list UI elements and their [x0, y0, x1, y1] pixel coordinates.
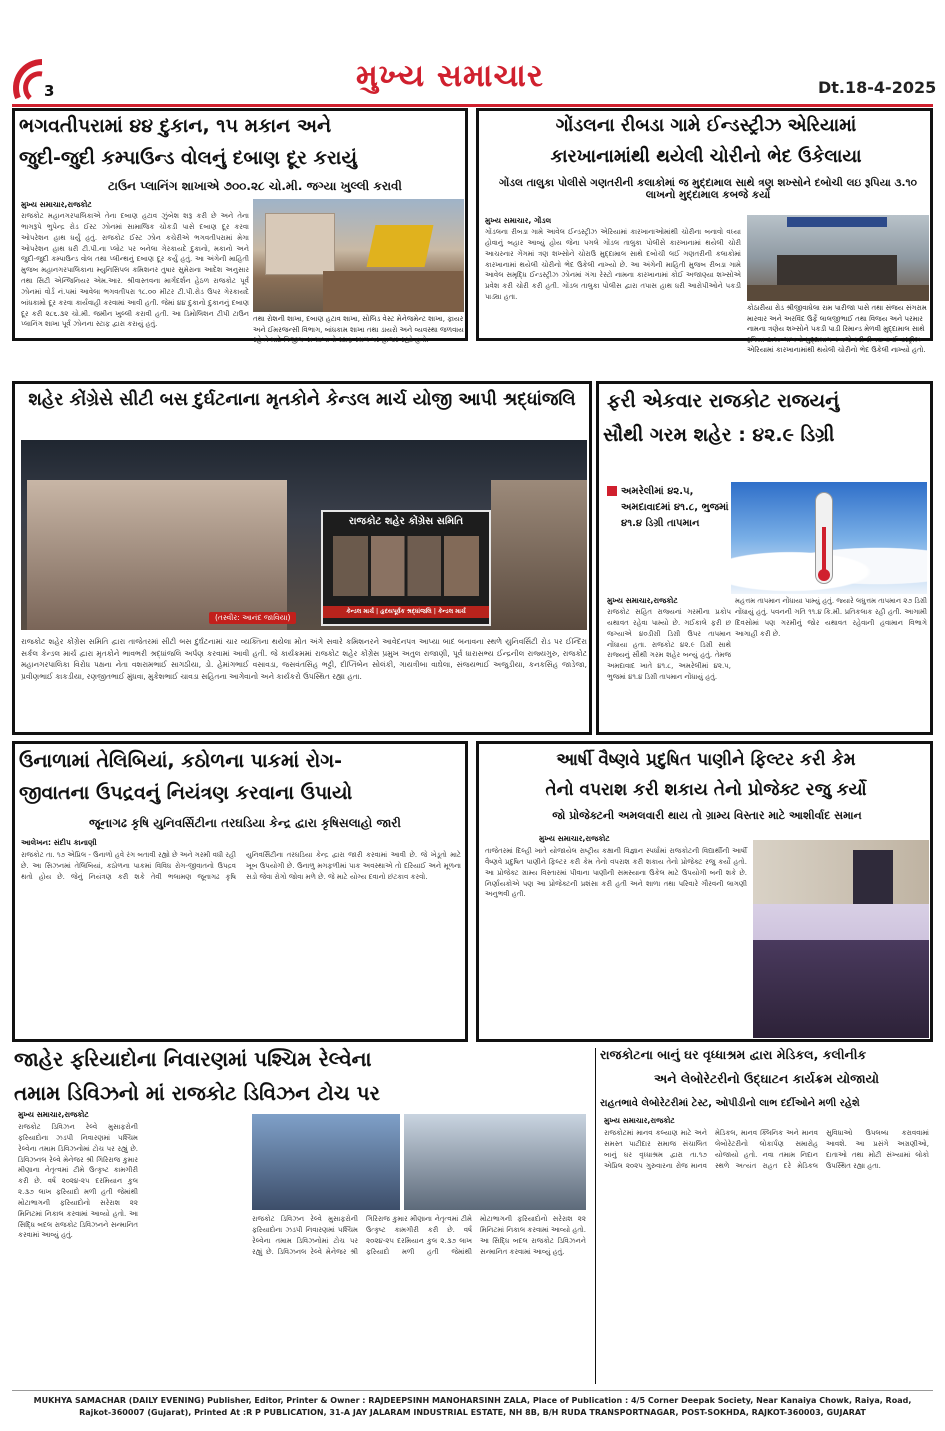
subheadline: જૂનાગઢ કૃષિ યુનિવર્સિટીના તરઘડિયા કેન્દ્ર દ્વારા કૃષિસલાહો જારી: [89, 816, 401, 830]
excavator-shape: [367, 225, 434, 267]
congress-banner: [321, 510, 491, 626]
section-title: મુખ્ય સમાચાર: [356, 58, 544, 94]
article-arsh: [476, 741, 933, 1042]
masthead: [0, 0, 945, 104]
headline-line2: તેનો વપરાશ કરી શકાય તેનો પ્રોજેક્ટ રજુ કર્યો: [545, 780, 867, 800]
article-body-left: રાજકોટ સહિત રાજ્યનાં ગરમીના પ્રકોપ યથાવત રહેવા પામ્યો છે. ગઈકાલે ફરી છ જગ્યાએ ૪૦ડીગ્રી ડિગ્રી ઉપર તાપમાન નોંધાયા હતા. રાજકોટ ૪૨.૯ ડિગ્રી સાથે રાજ્યનું સૌથી ગરમ શહેર બન્યું હતું. તેમજ અમદાવાદ ખાતે ૪૧.૮, અમરેલીમાં ૪૨.૫, ભુજમાં ૪૧.૪ ડિગ્રી તાપમાન નોંધાયું હતું.: [607, 608, 731, 682]
thermometer-fill: [822, 527, 826, 573]
subheadline: રાહતભાવે લેબોરેટરીમાં ટેસ્ટ, ઓપીડીનો લાભ દર્દીઓને મળી રહેશે: [600, 1098, 860, 1109]
thermometer-bulb: [818, 569, 830, 581]
article-body: રાજકોટ શહેર કોંગ્રેસ સમિતિ દ્વારા તાજેતરમાં સીટી બસ દુર્ઘટનામાં ચાર વ્યક્તિના થયેલા મોત અંગે સવારે કમિશનરને આવેદનપત્ર આપ્યા બાદ બનાવના સ્થળે યુનિવર્સિટી રોડ પર ઈન્દિરા સર્કલ કેન્ડલ માર્ચ દ્વારા મૃતકોને ભાવભરી શ્રદ્ધાંજલિ અર્પણ કરવામાં આવી હતી. જે કાર્યક્રમમાં રાજકોટ શહેર કોંગ્રેસ પ્રમુખ અતુલ રાજાણી, પૂર્વ ધારાસભ્ય ઈન્દ્રનીલ રાજ્યગુરુ, રાજકોટ મહાનગરપાલિકા વિરોધ પક્ષના નેતા વશરામભાઈ સાગઠીયા, ડો. હેમાંગભાઈ વસાવડા, જસવંતસિંહ ભટ્ટી, દીપ્તિબેન સોલંકી, ગાયત્રીબા વાઘેલા, સંજયભાઈ અજુડીયા, કનકસિંહ જાડેજા, પ્રવીણભાઈ કાકડીયા, રણજીતભાઈ મુંધવા, મુકેશભાઈ ચાવડા સહિતના આગેવાનો અને કાર્યકરો ઉપસ્થિત રહ્યા હતા.: [21, 637, 587, 681]
byline: મુખ્ય સમાચાર,રાજકોટ: [604, 1116, 675, 1125]
byline: મુખ્ય સમાચાર, ગોંડલ: [485, 216, 552, 225]
headline-line2: તમામ ડિવિઝનો માં રાજકોટ ડિવિઝન ટોચ પર: [14, 1081, 380, 1105]
trophy-table: [753, 840, 929, 904]
article-body: રાજકોટ મહાનગરપાલિકાએ તેના દબાણ હટાવ ઝુંબેશ શરૂ કરી છે અને તેના ભાગરૂપે ભુપેન્દ્ર રોડ ઈસ્ટ ઝોનમાં સામાજિક ચોકડી પાસે દબાણ દૂર કરવા ઓપરેશન હાથ ધર્યું હતું. રાજકોટ ઈસ્ટ ઝોન કચેરીએ ભગવતીપરામાં મેગા ઓપરેશન હાથ ધરી ટી.પી.ના પ્લોટ પર બનેલા ગેરકાયદે દુકાનો, મકાનો અને જુદી-જુદી કમ્પાઉન્ડ વોલ તથા પ્લીન્થનું દબાણ દૂર કર્યું હતું. આ અંગેની માહિતી મુજબ મહાનગરપાલિકાના મ્યુનિસિપલ કમિશનર તુષાર સુમેરાના આદેશ અનુસાર તથા સિટી એન્જિનિયર એમ.આર. શ્રીવાસ્તવના માર્ગદર્શન હેઠળ રાજકોટ પૂર્વ ઝોનમાં વોર્ડ નં.૫માં આવેલા ભગવતીપરા ૧૮.૦૦ મીટર ટી.પી.રોડ ઉપર ગેરકાયદે બાંધકામો દૂર કરવા કાર્યવાહી કરવામાં આવી હતી. જેમાં ૪૪ દુકાનો દુકાનનું દબાણ દૂર કરી ૨૮૬.૩૨ ચો.મી. જમીન ખુલ્લી કરાવી હતી. આ ડિમોલિશન ટીપી ટાઉન પ્લાનિંગ શાખા પૂર્વ ઝોનના સ્ટાફ દ્વારા કરાયું હતું.: [21, 212, 249, 329]
headline-line1: ભગવતીપરામાં ૪૪ દુકાન, ૧૫ મકાન અને: [19, 115, 332, 137]
accused-shape: [777, 255, 897, 285]
masthead-rule: [12, 104, 933, 107]
crowd-right: [491, 480, 587, 630]
headline-line2: સૌથી ગરમ શહેર : ૪૨.૯ ડિગ્રી: [603, 424, 835, 446]
photo-caption: તથા રોશની શાખા, દબાણ હટાવ શાખા, સોલિડ વેસ્ટ મેનેજમેન્ટ શાખા, ફાયર અને ઈમરજન્સી વિભાગ, બાંધકામ શાખા તથા ડાયરો અને વ્યવસ્થા જળવાય રહે તે માટે વિજીલન્સ શાખાનો સ્ટાફ સ્થળ પર હાજર રહ્યો હતો.: [253, 315, 464, 344]
subheadline: ગોંડલ તાલુકા પોલીસે ગણતરીની કલાકોમાં જ મુદ્દામાલ સાથે ત્રણ શખ્સોને દબોચી લઇ રૂપિયા ૩.૧૦ લાખનો મુદ્દામાલ કબજે કર્યો: [498, 177, 917, 202]
article-body-right: મહત્તમ તાપમાન નોંધાયા પામ્યું હતું. જ્યારે લઘુત્તમ તાપમાન ૨૭ ડિગ્રી નોંધાયું હતું. પવનની ગતિ ૧૧.૪ કિ.મી. પ્રતિકલાક રહી હતી. આગામી દિવસોમાં પણ ગરમીનું જોર યથાવત રહેવાની હવામાન વિભાગે આગાહી કરી છે.: [735, 597, 928, 638]
article-body: તાજેતરમાં દિલ્હી ખાતે યોજાયેલ રાષ્ટ્રીય કક્ષાની વિજ્ઞાન સ્પર્ધામાં રાજકોટની વિદ્યાર્થીની આર્ષી વૈષ્ણવે પ્રદુષિત પાણીને ફિલ્ટર કરી કેમ તેનો વપરાશ કરી શકાય તેનો પ્રોજેક્ટ રજુ કર્યો હતો. આ પ્રોજેક્ટ ગ્રામ્ય વિસ્તારમાં પીવાના પાણીની સમસ્યાના ઉકેલ માટે ઉપયોગી બની શકે છે. નિર્ણાયકોએ પણ આ પ્રોજેક્ટની પ્રશંસા કરી હતી અને શાળા તથા પરિવારે ગૌરવની લાગણી અનુભવી હતી.: [485, 847, 747, 899]
headline-line2: અને લેબોરેટરીનો ઉદ્ઘાટન કાર્યક્રમ યોજાયો: [654, 1071, 879, 1086]
article-vrudhashram: [600, 1046, 933, 1386]
headline: શહેર કોંગ્રેસે સીટી બસ દુર્ઘટનાના મૃતકોને કેન્ડલ માર્ચ યોજી આપી શ્રદ્ધાંજલિ: [28, 390, 576, 410]
presenter-shape: [853, 850, 893, 904]
railway-team-photo: [404, 1114, 586, 1210]
thermometer-icon: [815, 492, 833, 584]
headline-line1: ગોંડલના રીબડા ગામે ઈન્ડસ્ટ્રીઝ એરિયામાં: [555, 115, 857, 136]
article-gondal: [476, 108, 933, 354]
article-congress: [12, 381, 592, 735]
byline: મુખ્ય સમાચાર,રાજકોટ: [607, 596, 678, 605]
article-body: રાજકોટ તા. ૧૭ એપ્રિલ - ઉનાળો હવે રંગ બતાવી રહ્યો છે અને ગરમી વધી રહી છે. આ સિઝનમાં તેલિબિયાં, કઠોળના પાકમાં વિવિધ રોગ-જીવાતનો ઉપદ્રવ થતો હોય છે. જેનું નિયંત્રણ કરી શકે તેવી ભલામણ જૂનાગઢ કૃષિ યુનિવર્સિટીના તરઘડિયા કેન્દ્ર દ્વારા જારી કરવામાં આવી છે. જે ખેડૂતો માટે ખૂબ ઉપયોગી છે. ઉનાળુ મગફળીમાં પાક અવસ્થાએ તો દરિયાઈ અને મૂળના સડો જેવા રોગો જોવા મળે છે. જે માટે યોગ્ય દવાનો છંટકાવ કરવો.: [21, 851, 461, 881]
imprint-line1: MUKHYA SAMACHAR (DAILY EVENING) Publisher, Editor, Printer & Owner : RAJDEEPSINH MANOHARSINH ZALA, Place of Publication : 4/5 Corner Deepak Society, Near Kanaiya Chowk, Raiya, Road,: [33, 1396, 912, 1405]
column-divider: [595, 1048, 596, 1384]
headline-line1: રાજકોટના બાનું ઘર વૃધ્ધાશ્રમ દ્વારા મેડિકલ, કલીનીક: [600, 1047, 867, 1062]
byline: મુખ્ય સમાચાર,રાજકોટ: [18, 1110, 89, 1119]
imprint-footer: [12, 1390, 933, 1420]
headline-line1: ફરી એકવાર રાજકોટ રાજયનું: [607, 390, 840, 412]
article-body-cont: રાજકોટ ડિવિઝન રેલ્વે મુસાફરોની ફરિયાદોના ઝડપી નિવારણમાં પશ્ચિમ રેલ્વેના તમામ ડિવિઝનોમાં ટોચ પર રહ્યું છે. ડિવિઝનલ રેલ્વે મેનેજર શ્રી ગિરિરાજ કુમાર મીણાના નેતૃત્વમાં ટીમે ઉત્કૃષ્ટ કામગીરી કરી છે. વર્ષ ૨૦૨૪-૨૫ દરમિયાન કુલ ૨.૩૭ લાખ ફરિયાદો મળી હતી જેમાંથી મોટાભાગની ફરિયાદોનો સરેરાશ ૨૨ મિનિટમાં નિકાલ કરવામાં આવ્યો હતો. આ સિદ્ધિ બદલ રાજકોટ ડિવિઝનને સન્માનિત કરવામાં આવ્યું હતું.: [252, 1215, 586, 1256]
headline-line2: જીવાતના ઉપદ્રવનું નિયંત્રણ કરવાના ઉપાયો: [19, 782, 353, 804]
article-oilseeds: [12, 741, 468, 1042]
headline-line2: કારખાનામાંથી થયેલી ચોરીનો ભેદ ઉકેલાયા: [550, 146, 862, 167]
byline: આલેખન: સંદીપ કાનાણી: [21, 838, 97, 847]
logo-arcs-icon: [12, 58, 44, 102]
headline-line1: ઉનાળામાં તેલિબિયાં, કઠોળના પાકમાં રોગ-: [19, 750, 343, 772]
candle-march-photo: [21, 440, 587, 630]
banner-portraits: [333, 536, 479, 596]
police-board: [787, 217, 887, 227]
banner-title: રાજકોટ શહેર કોંગ્રેસ સમિતિ: [348, 516, 464, 527]
highlight-text: અમરેલીમાં ૪૨.૫, અમદાવાદમાં ૪૧.૮, ભુજમાં ૪૧.૪ ડિગ્રી તાપમાન: [621, 486, 729, 529]
article-railway: [12, 1046, 592, 1386]
article-bhagvatipara: [12, 108, 468, 344]
issue-date: Dt.18-4-2025: [818, 78, 937, 97]
article-body: રાજકોટમાં માનવ કલ્યાણ માટે અને સમસ્ત પાટીદાર સમાજ સંચાલિત બાનું ઘર વૃધ્ધાશ્રમ દ્વારા તા.૧૭ એપ્રિલ ૨૦૨૫ ગુરુવારના રોજ માનવ મેડિકલ, માનવ ક્લિનિક અને માનવ લેબોરેટરીનો લોકાર્પણ સમારોહ યોજાયો હતો. નવા તમામ નિદાન સ્થળે અત્યંત રાહત દરે મેડિકલ સુવિધાઓ ઉપલબ્ધ કરાવવામાં આવશે. આ પ્રસંગે અગ્રણીઓ, દાતાઓ તથા મોટી સંખ્યામાં લોકો ઉપસ્થિત રહ્યા હતા.: [604, 1129, 929, 1170]
subheadline: જો પ્રોજેક્ટની અમલવારી થાય તો ગ્રામ્ય વિસ્તાર માટે આશીર્વાદ સમાન: [552, 809, 862, 822]
demolition-photo: [253, 199, 464, 312]
seized-goods-photo: [747, 215, 929, 301]
headline-line1: આર્ષી વૈષ્ણવે પ્રદુષિત પાણીને ફિલ્ટર કરી કેમ: [556, 750, 856, 770]
banner-footer: કેન્ડલ માર્ચ | હૃદયપૂર્વક શ્રદ્ધાંજલિ | કેન્ડલ માર્ચ: [323, 606, 489, 618]
article-body: ગોંડલના રીબડા ગામે આવેલ ઈન્ડસ્ટ્રીઝ એરિયામાં કારખાનાઓમાંથી ચોરીના બનાવો વધ્યા હોવાનું બહાર આવ્યું હોય જેના પગલે ગોંડલ તાલુકા પોલીસે કારખાનામાં થયેલી ચોરી આચરનાર ગેંગમાં ત્રણ શખ્સોને ચોરાઉ મુદ્દામાલ સાથે દબોચી લઈ ગણતરીની કલાકોમાં કારખાનામાં થયેલી ચોરીનો ભેદ ઉકેલી નાખ્યો છે. આ અંગેની માહિતી મુજબ રીબડા ગામે આવેલ સમૃદ્ધિ ઈન્ડસ્ટ્રીઝ ઝોનમાં ગંગા રેસ્ટો નામના કારખાનામાં કોઈ અજાણ્યા શખ્સોએ પ્રવેશ કરી ચોરી કરી હતી. ગોંડલ તાલુકા પોલીસ દ્વારા તપાસ હાથ ધરી આરોપીઓને પકડી પાડ્યા હતા.: [485, 228, 741, 302]
stage-shape: [753, 940, 929, 1038]
goods-shape: [747, 285, 929, 301]
article-body: રાજકોટ ડિવિઝન રેલ્વે મુસાફરોની ફરિયાદોના ઝડપી નિવારણમાં પશ્ચિમ રેલ્વેના તમામ ડિવિઝનોમાં ટોચ પર રહ્યું છે. ડિવિઝનલ રેલ્વે મેનેજર શ્રી ગિરિરાજ કુમાર મીણાના નેતૃત્વમાં ટીમે ઉત્કૃષ્ટ કામગીરી કરી છે. વર્ષ ૨૦૨૪-૨૫ દરમિયાન કુલ ૨.૩૭ લાખ ફરિયાદો મળી હતી જેમાંથી મોટાભાગની ફરિયાદોનો સરેરાશ ૨૨ મિનિટમાં નિકાલ કરવામાં આવ્યો હતો. આ સિદ્ધિ બદલ રાજકોટ ડિવિઝનને સન્માનિત કરવામાં આવ્યું હતું.: [18, 1123, 138, 1240]
article-heat: [596, 381, 933, 735]
railway-award-photo: [252, 1114, 400, 1210]
building-shape: [265, 213, 335, 275]
imprint-line2: Rajkot-360007 (Gujarat), Printed At :R P PUBLICATION, 31-A JAY JALARAM INDUSTRIAL ESTATE, NH 8B, B/H RUDA TRANSPORTNAGAR, POST-SOKHDA, RAJKOT-360003, GUJARAT: [79, 1407, 866, 1417]
byline: મુખ્ય સમાચાર,રાજકોટ: [539, 834, 610, 843]
crowd-left: [27, 480, 287, 630]
rubble-shape: [323, 271, 463, 312]
subheadline: ટાઉન પ્લાનિંગ શાખાએ ૭૦૦.૨૮ ચો.મી. જગ્યા ખુલ્લી કરાવી: [108, 179, 402, 193]
award-photo: [753, 840, 929, 1038]
bullet-icon: [607, 486, 617, 496]
headline-line1: જાહેર ફરિયાદોના નિવારણમાં પશ્ચિમ રેલ્વેના: [14, 1047, 372, 1071]
sky-thermometer-photo: [731, 482, 927, 594]
photo-caption: કોઠારીયા રોડ શ્રીજીવાઘેલા રામ પારીજા પાસે તથા સંજય સંગરામ મારવાર અને અરવિંદ ઉર્ફે લાલજીભાઈ તથા વિજય અને પરમાર નામના ત્રણેય શખ્સોને પકડી પાડી રિમાન્ડ મેળવી મુદ્દામાલ સાથે રૂપિયા ૩.૧૦ લાખનો મુદ્દામાલ કબજે કરી રીબડાના ઈન્ડસ્ટ્રીઝ એરિયામાં કારખાનામાંથી થયેલી ચોરીનો ભેદ ઉકેલી નાખ્યો હતો.: [747, 304, 927, 354]
photo-credit: (તસ્વીર: આનંદ જાવિયા): [209, 612, 296, 624]
headline-line2: જુદી-જુદી કમ્પાઉન્ડ વોલનું દબાણ દૂર કરાયું: [19, 147, 358, 169]
page-number: 3: [44, 82, 55, 100]
byline: મુખ્ય સમાચાર,રાજકોટ: [21, 200, 92, 209]
